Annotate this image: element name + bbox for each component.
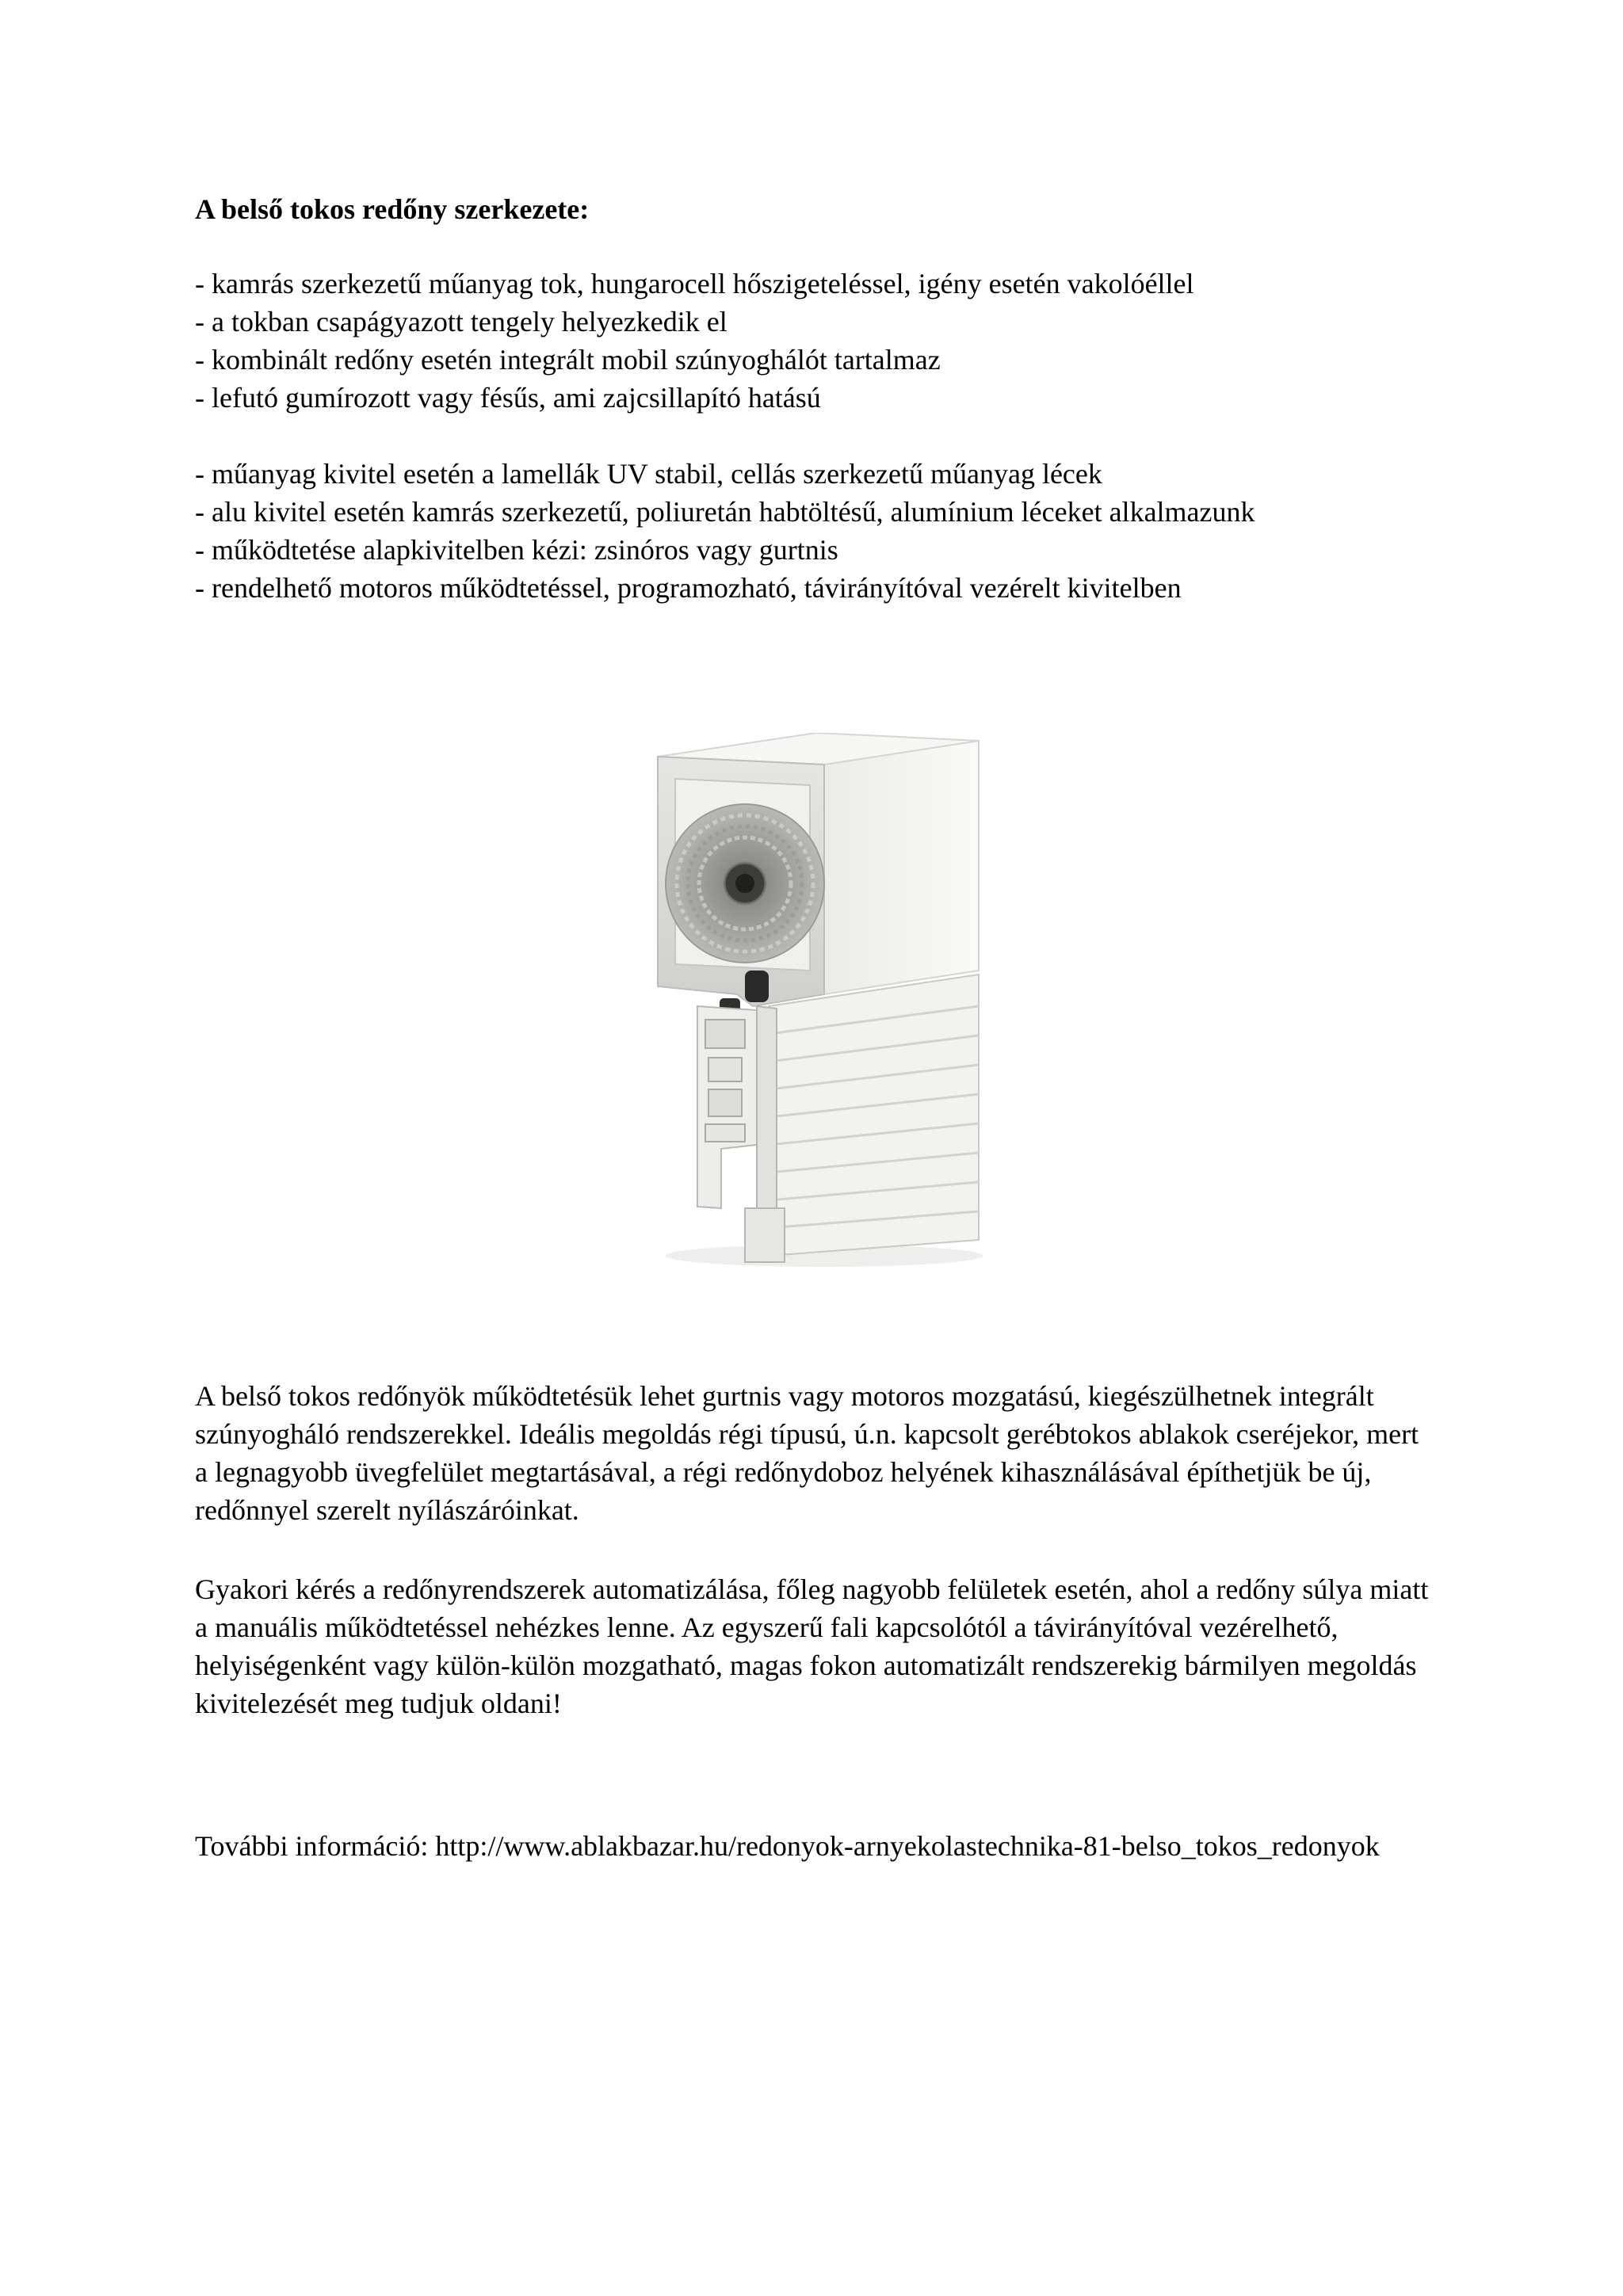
shutter-box-illustration: [626, 733, 999, 1272]
list-item: - alu kivitel esetén kamrás szerkezetű, poliuretán habtöltésű, alumínium léceket alkalmazunk: [195, 496, 1255, 528]
list-item: - rendelhető motoros működtetéssel, programozható, távirányítóval vezérelt kivitelben: [195, 572, 1182, 604]
document-body: [195, 190, 1431, 607]
more-info-link-text: További információ: http://www.ablakbazar.hu/redonyok-arnyekolastechnika-81-belso_tokos_redonyok: [195, 1830, 1380, 1862]
list-item: - műanyag kivitel esetén a lamellák UV stabil, cellás szerkezetű műanyag lécek: [195, 458, 1102, 490]
paragraph-automation: Gyakori kérés a redőnyrendszerek automatizálása, főleg nagyobb felületek esetén, ahol a redőny súlya miatt a manuális működtetéssel nehézkes lenne. Az egyszerű fali kapcsolótól a távirányítóval vezérelhető, helyiségenként vagy külön-külön mozgatható, magas fokon automatizált rendszerekig bármilyen megoldás kivitelezését meg tudjuk oldani!: [195, 1573, 1429, 1719]
paragraph-operation: A belső tokos redőnyök működtetésük lehet gurtnis vagy motoros mozgatású, kiegészülhetnek integrált szúnyogháló rendszerekkel. Ideális megoldás régi típusú, ú.n. kapcsolt gerébtokos ablakok cseréjekor, mert a legnagyobb üvegfelület megtartásával, a régi redőnydoboz helyének kihasználásával építhetjük be új, redőnnyel szerelt nyílászáróinkat.: [195, 1380, 1419, 1526]
shutter-box-image: [626, 733, 999, 1272]
document-heading: A belső tokos redőny szerkezete:: [195, 193, 590, 225]
list-item: - kamrás szerkezetű műanyag tok, hungarocell hőszigeteléssel, igény esetén vakolóéllel: [195, 268, 1194, 299]
list-item: - lefutó gumírozott vagy fésűs, ami zajcsillapító hatású: [195, 382, 821, 414]
list-item: - működtetése alapkivitelben kézi: zsinóros vagy gurtnis: [195, 534, 838, 566]
list-item: - kombinált redőny esetén integrált mobil szúnyoghálót tartalmaz: [195, 344, 941, 376]
list-item: - a tokban csapágyazott tengely helyezkedik el: [195, 306, 727, 338]
materials-list: [195, 455, 1431, 607]
structure-list: [195, 265, 1431, 417]
